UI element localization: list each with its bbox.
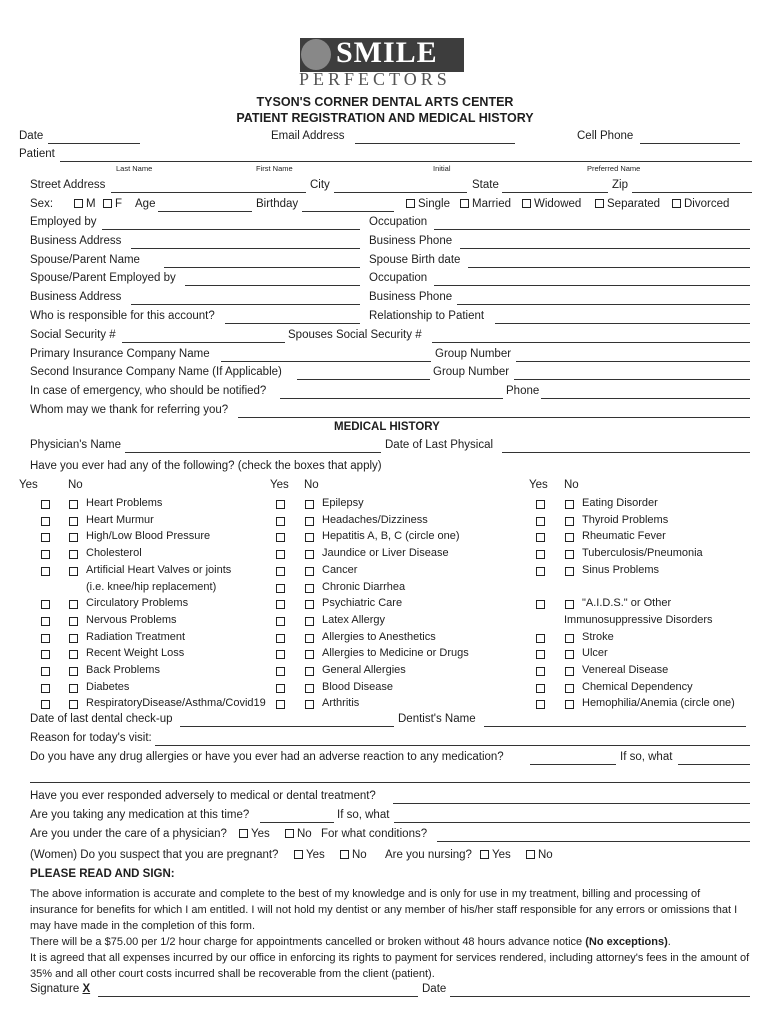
- reason-label: Reason for today's visit:: [30, 732, 152, 744]
- form-title: PATIENT REGISTRATION AND MEDICAL HISTORY: [236, 111, 534, 125]
- no-header-3: No: [564, 479, 579, 491]
- yes-checkbox[interactable]: [536, 517, 545, 526]
- checkbox-icon: [285, 829, 294, 838]
- condition-label: Cancer: [322, 564, 358, 576]
- collection-paragraph: It is agreed that all expenses incurred by our office in enforcing its rights to payment for services rendered, including attorney's fees in the amount of 35% and all other court costs incurred shall be recoverable from the client (patient).: [30, 952, 750, 980]
- emergency-phone-field[interactable]: [541, 398, 750, 399]
- married-label: Married: [472, 198, 511, 210]
- pregnant-yes[interactable]: [294, 849, 325, 861]
- condition-label: Latex Allergy: [322, 614, 385, 626]
- physician-care-yes[interactable]: [239, 828, 270, 840]
- emergency-label: In case of emergency, who should be notified?: [30, 385, 267, 397]
- condition-label: Chronic Diarrhea: [322, 581, 406, 593]
- signature-text: Signature: [30, 983, 80, 995]
- yes-checkbox[interactable]: [41, 517, 50, 526]
- no-checkbox[interactable]: [565, 600, 574, 609]
- no-checkbox[interactable]: [305, 684, 314, 693]
- yes-checkbox[interactable]: [41, 500, 50, 509]
- condition-label: High/Low Blood Pressure: [86, 530, 211, 542]
- yes-checkbox[interactable]: [536, 500, 545, 509]
- group-number-field[interactable]: [516, 361, 750, 362]
- no-checkbox[interactable]: [565, 567, 574, 576]
- business-phone-field[interactable]: [460, 248, 750, 249]
- no-checkbox[interactable]: [305, 567, 314, 576]
- if-so-what-label: If so, what: [620, 751, 673, 763]
- spouse-birth-field[interactable]: [468, 267, 750, 268]
- condition-label: Diabetes: [86, 681, 130, 693]
- conditions-field[interactable]: [437, 841, 750, 842]
- spouse-employed-label: Spouse/Parent Employed by: [30, 272, 176, 284]
- first-name-caption: First Name: [256, 164, 293, 173]
- last-physical-label: Date of Last Physical: [385, 439, 494, 451]
- patient-label: Patient: [19, 148, 55, 160]
- checkbox-icon: [406, 199, 415, 208]
- spouse-employed-field[interactable]: [185, 285, 360, 286]
- yes-checkbox[interactable]: [41, 550, 50, 559]
- street-field[interactable]: [111, 192, 306, 193]
- adverse-field[interactable]: [393, 803, 750, 804]
- no-checkbox[interactable]: [69, 684, 78, 693]
- pregnant-question: (Women) Do you suspect that you are pregnant?: [30, 849, 279, 861]
- checkbox-icon: [103, 199, 112, 208]
- age-field[interactable]: [158, 211, 252, 212]
- condition-label: Sinus Problems: [582, 564, 660, 576]
- conditions-question: Have you ever had any of the following? (check the boxes that apply): [30, 460, 382, 472]
- condition-label: Jaundice or Liver Disease: [322, 547, 449, 559]
- yes-checkbox[interactable]: [41, 567, 50, 576]
- relationship-label: Relationship to Patient: [369, 310, 485, 322]
- condition-label: Recent Weight Loss: [86, 647, 185, 659]
- occupation2-label: Occupation: [369, 272, 428, 284]
- business-address-label: Business Address: [30, 235, 122, 247]
- patient-name-field[interactable]: [60, 161, 752, 162]
- condition-label: Artificial Heart Valves or joints: [86, 564, 232, 576]
- drug-allergy-field[interactable]: [530, 764, 616, 765]
- no-checkbox[interactable]: [69, 533, 78, 542]
- no-checkbox[interactable]: [305, 584, 314, 593]
- yes-checkbox[interactable]: [41, 700, 50, 709]
- no-checkbox[interactable]: [305, 650, 314, 659]
- checkbox-icon: [460, 199, 469, 208]
- yes-checkbox[interactable]: [41, 650, 50, 659]
- referral-label: Whom may we thank for referring you?: [30, 404, 229, 416]
- signature-label: [30, 983, 90, 995]
- spouse-ssn-label: Spouses Social Security #: [288, 329, 422, 341]
- yes-header-3: Yes: [529, 479, 548, 491]
- condition-label: RespiratoryDisease/Asthma/Covid19: [86, 697, 266, 709]
- yes-checkbox[interactable]: [276, 634, 285, 643]
- condition-label: Allergies to Medicine or Drugs: [322, 647, 469, 659]
- condition-label: Headaches/Dizziness: [322, 514, 428, 526]
- no-checkbox[interactable]: [565, 517, 574, 526]
- last-name-caption: Last Name: [116, 164, 153, 173]
- employed-by-label: Employed by: [30, 216, 97, 228]
- no-checkbox[interactable]: [565, 634, 574, 643]
- email-field[interactable]: [355, 143, 515, 144]
- no-checkbox[interactable]: [69, 617, 78, 626]
- condition-label: Circulatory Problems: [86, 597, 189, 609]
- relationship-field[interactable]: [495, 323, 750, 324]
- medical-history-title: MEDICAL HISTORY: [334, 421, 440, 433]
- dentist-field[interactable]: [484, 726, 746, 727]
- referral-field[interactable]: [238, 417, 750, 418]
- yes-checkbox[interactable]: [41, 634, 50, 643]
- taking-medication-question: Are you taking any medication at this time?: [30, 809, 250, 821]
- sex-f-option[interactable]: [103, 198, 122, 210]
- widowed-option[interactable]: [522, 198, 581, 210]
- if-so-what-field[interactable]: [678, 764, 750, 765]
- nursing-question: Are you nursing?: [385, 849, 472, 861]
- single-option[interactable]: [406, 198, 450, 210]
- spouse-name-label: Spouse/Parent Name: [30, 254, 140, 266]
- condition-label: "A.I.D.S." or Other: [582, 597, 672, 609]
- yes-label: Yes: [306, 849, 325, 861]
- last-checkup-field[interactable]: [180, 726, 394, 727]
- yes-checkbox[interactable]: [276, 517, 285, 526]
- city-label: City: [310, 179, 330, 191]
- primary-insurance-label: Primary Insurance Company Name: [30, 348, 210, 360]
- cancellation-text: There will be a $75.00 per 1/2 hour charge for appointments cancelled or broken without 48 hours advance notice: [30, 936, 586, 948]
- logo-word: SMILE: [336, 36, 438, 69]
- no-checkbox[interactable]: [565, 650, 574, 659]
- reason-field[interactable]: [155, 745, 750, 746]
- dentist-label: Dentist's Name: [398, 713, 476, 725]
- checkbox-icon: [526, 850, 535, 859]
- no-checkbox[interactable]: [69, 634, 78, 643]
- birthday-field[interactable]: [302, 211, 394, 212]
- yes-checkbox[interactable]: [276, 500, 285, 509]
- checkbox-icon: [294, 850, 303, 859]
- business-address2-label: Business Address: [30, 291, 122, 303]
- business-phone2-label: Business Phone: [369, 291, 453, 303]
- checkbox-icon: [595, 199, 604, 208]
- yes-checkbox[interactable]: [276, 550, 285, 559]
- business-address-field[interactable]: [131, 248, 360, 249]
- responsible-field[interactable]: [225, 323, 360, 324]
- spouse-name-field[interactable]: [164, 267, 360, 268]
- no-label: No: [297, 828, 312, 840]
- yes-checkbox[interactable]: [276, 567, 285, 576]
- no-header-1: No: [68, 479, 83, 491]
- sex-m-option[interactable]: [74, 198, 96, 210]
- no-exceptions-text: (No exceptions): [585, 936, 668, 948]
- checkbox-icon: [672, 199, 681, 208]
- yes-checkbox[interactable]: [536, 634, 545, 643]
- yes-checkbox[interactable]: [536, 550, 545, 559]
- no-checkbox[interactable]: [69, 600, 78, 609]
- condition-label: Heart Murmur: [86, 514, 154, 526]
- condition-label: Epilepsy: [322, 497, 364, 509]
- no-checkbox[interactable]: [69, 700, 78, 709]
- signature-date-label: Date: [422, 983, 447, 995]
- condition-label: Arthritis: [322, 697, 360, 709]
- separated-option[interactable]: [595, 198, 660, 210]
- sex-m-label: M: [86, 198, 96, 210]
- physician-label: Physician's Name: [30, 439, 122, 451]
- yes-checkbox[interactable]: [536, 667, 545, 676]
- no-checkbox[interactable]: [565, 667, 574, 676]
- spouse-ssn-field[interactable]: [432, 342, 750, 343]
- condition-label: (i.e. knee/hip replacement): [86, 581, 217, 593]
- no-checkbox[interactable]: [69, 517, 78, 526]
- emergency-phone-label: Phone: [506, 385, 540, 397]
- occupation-label: Occupation: [369, 216, 428, 228]
- single-label: Single: [418, 198, 450, 210]
- checkbox-icon: [480, 850, 489, 859]
- preferred-name-caption: Preferred Name: [587, 164, 641, 173]
- no-checkbox[interactable]: [305, 550, 314, 559]
- no-label: No: [352, 849, 367, 861]
- physician-care-no[interactable]: [285, 828, 312, 840]
- no-checkbox[interactable]: [69, 650, 78, 659]
- condition-label: Rheumatic Fever: [582, 530, 666, 542]
- date-label: Date: [19, 130, 44, 142]
- occupation2-field[interactable]: [434, 285, 750, 286]
- signature-date-field[interactable]: [450, 996, 750, 997]
- yes-checkbox[interactable]: [536, 650, 545, 659]
- consent-paragraph: The above information is accurate and complete to the best of my knowledge and is only for use in my treatment, billing and processing of insurance for benefits for which I am entitled. I will not hold my dentist or any member of his/her staff responsible for any errors or omissions that I may have made in the completion of this form.: [30, 888, 738, 932]
- condition-label: Chemical Dependency: [582, 681, 693, 693]
- yes-checkbox[interactable]: [276, 650, 285, 659]
- signature-x-mark: X: [82, 983, 91, 995]
- condition-label: Stroke: [582, 631, 614, 643]
- condition-label: Cholesterol: [86, 547, 142, 559]
- ssn-label: Social Security #: [30, 329, 116, 341]
- yes-checkbox[interactable]: [41, 600, 50, 609]
- zip-label: Zip: [612, 179, 628, 191]
- yes-checkbox[interactable]: [276, 684, 285, 693]
- yes-checkbox[interactable]: [276, 584, 285, 593]
- last-checkup-label: Date of last dental check-up: [30, 713, 173, 725]
- ssn-field[interactable]: [122, 342, 285, 343]
- condition-label: Back Problems: [86, 664, 160, 676]
- condition-label: Immunosuppressive Disorders: [564, 614, 713, 626]
- yes-checkbox[interactable]: [41, 684, 50, 693]
- checkbox-icon: [340, 850, 349, 859]
- nursing-no[interactable]: [526, 849, 553, 861]
- initial-caption: Initial: [433, 164, 451, 173]
- group-number-label: Group Number: [435, 348, 512, 360]
- yes-header-1: Yes: [19, 479, 38, 491]
- yes-label: Yes: [251, 828, 270, 840]
- no-checkbox[interactable]: [69, 567, 78, 576]
- yes-checkbox[interactable]: [536, 700, 545, 709]
- widowed-label: Widowed: [534, 198, 582, 210]
- no-checkbox[interactable]: [69, 667, 78, 676]
- yes-checkbox[interactable]: [276, 600, 285, 609]
- yes-checkbox[interactable]: [536, 600, 545, 609]
- no-checkbox[interactable]: [305, 500, 314, 509]
- condition-label: Blood Disease: [322, 681, 393, 693]
- cell-phone-field[interactable]: [640, 143, 740, 144]
- yes-checkbox[interactable]: [276, 700, 285, 709]
- group-number2-label: Group Number: [433, 366, 510, 378]
- office-name: TYSON'S CORNER DENTAL ARTS CENTER: [256, 95, 514, 109]
- last-physical-field[interactable]: [502, 452, 750, 453]
- condition-label: Eating Disorder: [582, 497, 658, 509]
- condition-label: Venereal Disease: [582, 664, 669, 676]
- no-checkbox[interactable]: [565, 550, 574, 559]
- yes-checkbox[interactable]: [41, 533, 50, 542]
- condition-label: Allergies to Anesthetics: [322, 631, 436, 643]
- condition-label: Nervous Problems: [86, 614, 177, 626]
- business-address2-field[interactable]: [131, 304, 360, 305]
- smile-logo-icon: [301, 39, 331, 70]
- no-checkbox[interactable]: [305, 667, 314, 676]
- divorced-label: Divorced: [684, 198, 730, 210]
- condition-label: Heart Problems: [86, 497, 163, 509]
- if-so-what2-field[interactable]: [394, 822, 750, 823]
- divorced-option[interactable]: [672, 198, 729, 210]
- state-field[interactable]: [502, 192, 608, 193]
- yes-checkbox[interactable]: [276, 533, 285, 542]
- pregnant-no[interactable]: [340, 849, 367, 861]
- no-label: No: [538, 849, 553, 861]
- business-phone2-field[interactable]: [457, 304, 750, 305]
- no-checkbox[interactable]: [565, 684, 574, 693]
- condition-label: Hepatitis A, B, C (circle one): [322, 530, 460, 542]
- cancellation-paragraph: [30, 934, 750, 950]
- married-option[interactable]: [460, 198, 511, 210]
- no-checkbox[interactable]: [565, 500, 574, 509]
- conditions-label: For what conditions?: [321, 828, 428, 840]
- read-sign-heading: PLEASE READ AND SIGN:: [30, 868, 175, 880]
- date-field[interactable]: [48, 143, 140, 144]
- no-checkbox[interactable]: [305, 600, 314, 609]
- age-label: Age: [135, 198, 156, 210]
- city-field[interactable]: [334, 192, 467, 193]
- birthday-label: Birthday: [256, 198, 299, 210]
- no-checkbox[interactable]: [305, 700, 314, 709]
- yes-checkbox[interactable]: [276, 617, 285, 626]
- condition-label: Thyroid Problems: [582, 514, 669, 526]
- primary-insurance-field[interactable]: [221, 361, 431, 362]
- yes-label: Yes: [492, 849, 511, 861]
- no-checkbox[interactable]: [305, 517, 314, 526]
- nursing-yes[interactable]: [480, 849, 511, 861]
- yes-checkbox[interactable]: [536, 533, 545, 542]
- spouse-birth-label: Spouse Birth date: [369, 254, 461, 266]
- state-label: State: [472, 179, 499, 191]
- no-checkbox[interactable]: [305, 617, 314, 626]
- physician-field[interactable]: [125, 452, 381, 453]
- condition-label: Hemophilia/Anemia (circle one): [582, 697, 735, 709]
- yes-checkbox[interactable]: [536, 684, 545, 693]
- condition-label: Radiation Treatment: [86, 631, 186, 643]
- no-header-2: No: [304, 479, 319, 491]
- employed-by-field[interactable]: [102, 229, 360, 230]
- group-number2-field[interactable]: [514, 379, 750, 380]
- condition-label: Tuberculosis/Pneumonia: [582, 547, 703, 559]
- yes-checkbox[interactable]: [536, 567, 545, 576]
- yes-header-2: Yes: [270, 479, 289, 491]
- yes-checkbox[interactable]: [276, 667, 285, 676]
- occupation-field[interactable]: [434, 229, 750, 230]
- if-so-what2-label: If so, what: [337, 809, 390, 821]
- emergency-field[interactable]: [280, 398, 503, 399]
- second-insurance-field[interactable]: [297, 379, 430, 380]
- signature-field[interactable]: [98, 996, 418, 997]
- checkbox-icon: [239, 829, 248, 838]
- business-phone-label: Business Phone: [369, 235, 453, 247]
- drug-allergy-question: Do you have any drug allergies or have you ever had an adverse reaction to any medication?: [30, 751, 504, 763]
- cancellation-period: .: [667, 936, 671, 948]
- condition-label: Ulcer: [582, 647, 608, 659]
- responsible-label: Who is responsible for this account?: [30, 310, 215, 322]
- cell-phone-label: Cell Phone: [577, 130, 634, 142]
- zip-field[interactable]: [632, 192, 752, 193]
- condition-label: Psychiatric Care: [322, 597, 403, 609]
- sex-label: Sex:: [30, 198, 54, 210]
- email-label: Email Address: [271, 130, 345, 142]
- yes-checkbox[interactable]: [41, 667, 50, 676]
- physician-care-question: Are you under the care of a physician?: [30, 828, 227, 840]
- drug-allergy-continued-field[interactable]: [30, 782, 750, 783]
- no-checkbox[interactable]: [305, 634, 314, 643]
- adverse-question: Have you ever responded adversely to medical or dental treatment?: [30, 790, 376, 802]
- no-checkbox[interactable]: [305, 533, 314, 542]
- sex-f-label: F: [115, 198, 123, 210]
- checkbox-icon: [74, 199, 83, 208]
- yes-checkbox[interactable]: [41, 617, 50, 626]
- no-checkbox[interactable]: [69, 550, 78, 559]
- checkbox-icon: [522, 199, 531, 208]
- taking-medication-field[interactable]: [260, 822, 334, 823]
- no-checkbox[interactable]: [69, 500, 78, 509]
- separated-label: Separated: [607, 198, 661, 210]
- street-label: Street Address: [30, 179, 106, 191]
- no-checkbox[interactable]: [565, 533, 574, 542]
- no-checkbox[interactable]: [565, 700, 574, 709]
- second-insurance-label: Second Insurance Company Name (If Applicable): [30, 366, 282, 378]
- logo-subtitle: PERFECTORS: [299, 69, 451, 89]
- condition-label: General Allergies: [322, 664, 406, 676]
